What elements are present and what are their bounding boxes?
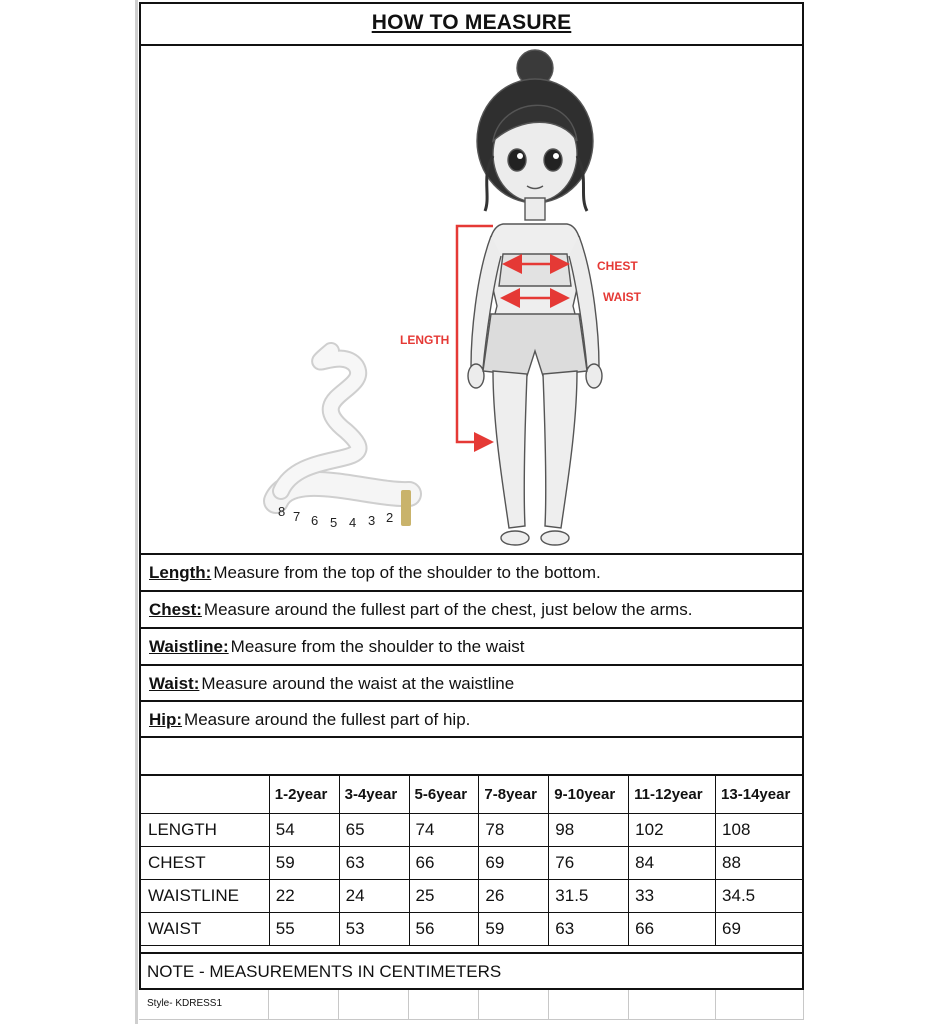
definition-term: Waistline:: [149, 636, 229, 656]
table-cell: 34.5: [716, 879, 804, 912]
empty-cell: [339, 990, 409, 1020]
table-cell: 84: [629, 846, 716, 879]
table-cell: 33: [629, 879, 716, 912]
table-cell: 53: [339, 912, 409, 945]
table-cell: 22: [269, 879, 339, 912]
definition-row-length: [139, 553, 804, 590]
measurement-note: NOTE - MEASUREMENTS IN CENTIMETERS: [147, 962, 502, 981]
note-row: [139, 952, 804, 990]
table-cell: 55: [269, 912, 339, 945]
table-row: [140, 846, 804, 879]
table-row: [140, 813, 804, 846]
definition-row-chest: [139, 590, 804, 627]
table-cell: 66: [629, 912, 716, 945]
table-cell: 63: [339, 846, 409, 879]
table-corner-cell: [140, 775, 270, 813]
column-header: 5-6year: [409, 775, 479, 813]
empty-cell: [629, 990, 716, 1020]
definition-term: Hip:: [149, 709, 183, 729]
size-chart-sheet: [139, 2, 804, 1020]
table-cell: 88: [716, 846, 804, 879]
column-header: 13-14year: [716, 775, 804, 813]
table-cell: 59: [479, 912, 549, 945]
empty-cell: [716, 990, 804, 1020]
tape-number: 2: [386, 510, 394, 525]
table-row: [140, 912, 804, 945]
table-cell: 102: [629, 813, 716, 846]
definition-text: Measure around the fullest part of the chest, just below the arms.: [203, 599, 693, 619]
table-cell: 63: [549, 912, 629, 945]
row-label: WAIST: [140, 912, 270, 945]
definition-text: Measure from the top of the shoulder to the bottom.: [213, 562, 601, 582]
tape-number: 4: [349, 515, 357, 530]
table-cell: 76: [549, 846, 629, 879]
definition-term: Waist:: [149, 673, 200, 693]
tape-number: 5: [330, 515, 338, 530]
chest-label: CHEST: [597, 259, 638, 273]
table-cell: 69: [716, 912, 804, 945]
row-label: LENGTH: [140, 813, 270, 846]
column-header: 9-10year: [549, 775, 629, 813]
tape-number: 7: [293, 509, 301, 524]
row-label: CHEST: [140, 846, 270, 879]
table-cell: 108: [716, 813, 804, 846]
definition-row-waist: [139, 664, 804, 701]
page-left-rule: [135, 0, 138, 1024]
style-code: Style- KDRESS1: [147, 998, 223, 1009]
tape-number: 3: [368, 513, 376, 528]
table-header-row: [140, 775, 804, 813]
tape-number: 8: [278, 504, 286, 519]
table-row: [140, 879, 804, 912]
column-header: 1-2year: [269, 775, 339, 813]
table-cell: 74: [409, 813, 479, 846]
table-cell: 56: [409, 912, 479, 945]
size-table: [139, 774, 804, 946]
tape-number: 6: [311, 513, 319, 528]
definition-term: Chest:: [149, 599, 202, 619]
column-header: 7-8year: [479, 775, 549, 813]
table-cell: 66: [409, 846, 479, 879]
table-cell: 98: [549, 813, 629, 846]
table-cell: 26: [479, 879, 549, 912]
waist-label: WAIST: [603, 290, 641, 304]
spacer-row: [139, 736, 804, 774]
empty-cell: [549, 990, 629, 1020]
table-cell: 31.5: [549, 879, 629, 912]
empty-cell: [479, 990, 549, 1020]
title-row: [139, 2, 804, 46]
table-cell: 54: [269, 813, 339, 846]
definition-row-hip: [139, 700, 804, 737]
column-header: 11-12year: [629, 775, 716, 813]
definition-row-waistline: [139, 627, 804, 664]
definition-term: Length:: [149, 562, 212, 582]
table-cell: 65: [339, 813, 409, 846]
measuring-tape-icon: [276, 351, 411, 530]
table-cell: 78: [479, 813, 549, 846]
empty-cell: [409, 990, 479, 1020]
table-cell: 24: [339, 879, 409, 912]
style-row: [139, 990, 804, 1020]
page-title: HOW TO MEASURE: [371, 11, 572, 34]
style-cell: [139, 990, 269, 1020]
table-cell: 69: [479, 846, 549, 879]
definition-text: Measure around the fullest part of hip.: [184, 709, 471, 729]
table-cell: 59: [269, 846, 339, 879]
measuring-illustration: [141, 46, 802, 553]
empty-cell: [269, 990, 339, 1020]
length-label: LENGTH: [400, 333, 450, 347]
table-cell: 25: [409, 879, 479, 912]
row-label: WAISTLINE: [140, 879, 270, 912]
column-header: 3-4year: [339, 775, 409, 813]
definition-text: Measure from the shoulder to the waist: [230, 636, 525, 656]
definition-text: Measure around the waist at the waistline: [201, 673, 515, 693]
